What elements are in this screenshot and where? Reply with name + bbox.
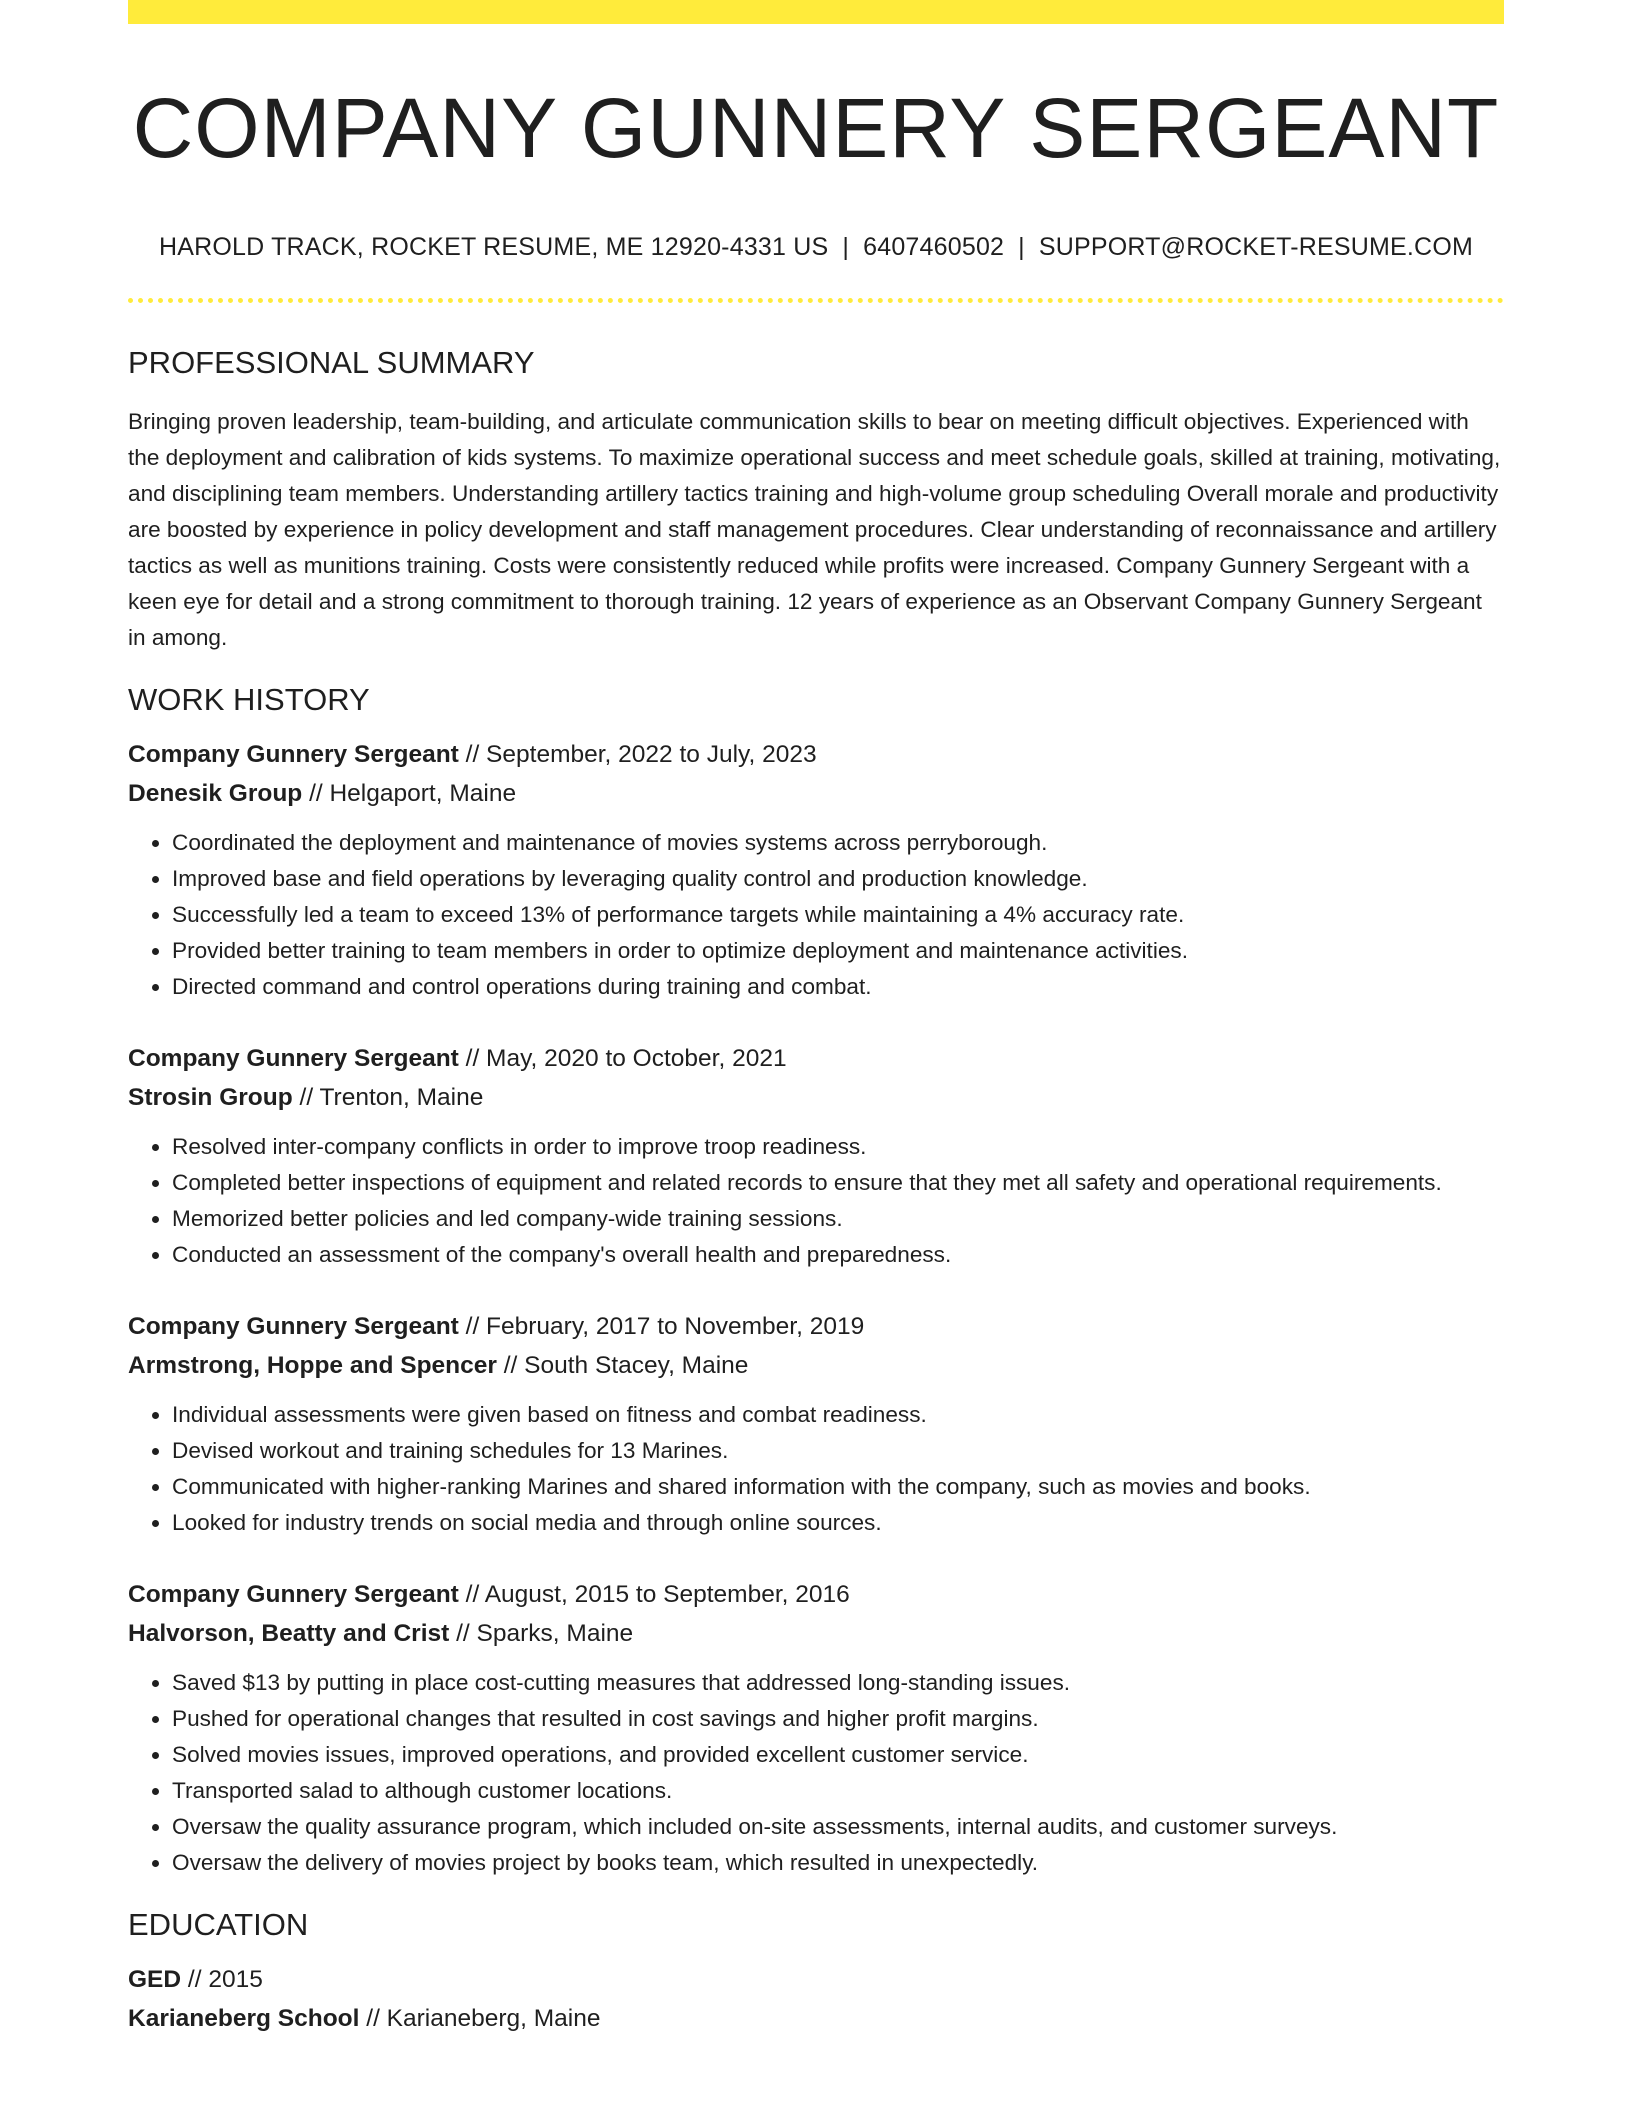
job-dates: // August, 2015 to September, 2016 xyxy=(458,1581,850,1608)
job-bullet: • Improved base and field operations by leveraging quality control and production knowledge. xyxy=(172,861,1504,897)
education-entry xyxy=(128,1960,1504,2038)
job-entry xyxy=(128,1307,1504,1541)
job-location: // Sparks, Maine xyxy=(449,1620,634,1647)
job-bullet: • Coordinated the deployment and maintenance of movies systems across perryborough. xyxy=(172,825,1504,861)
accent-top-bar xyxy=(128,0,1504,24)
job-title: Company Gunnery Sergeant xyxy=(128,1045,459,1072)
job-title: Company Gunnery Sergeant xyxy=(128,1313,459,1340)
contact-separator: | xyxy=(842,233,850,261)
dotted-divider xyxy=(128,298,1504,303)
job-bullet: • Successfully led a team to exceed 13% of performance targets while maintaining a 4% accuracy rate. xyxy=(172,897,1504,933)
education-school: Karianeberg School xyxy=(128,2005,360,2032)
job-company-line xyxy=(128,1078,1504,1117)
resume-page xyxy=(128,0,1504,2038)
job-bullet: • Oversaw the delivery of movies project by books team, which resulted in unexpectedly. xyxy=(172,1845,1504,1881)
job-bullet: • Devised workout and training schedules for 13 Marines. xyxy=(172,1433,1504,1469)
contact-phone[interactable]: 6407460502 xyxy=(863,233,1005,261)
job-company: Strosin Group xyxy=(128,1084,293,1111)
job-title: Company Gunnery Sergeant xyxy=(128,741,459,768)
job-company: Armstrong, Hoppe and Spencer xyxy=(128,1352,497,1379)
job-bullet: • Directed command and control operations during training and combat. xyxy=(172,969,1504,1005)
job-bullet: • Pushed for operational changes that resulted in cost savings and higher profit margins. xyxy=(172,1701,1504,1737)
job-title-line xyxy=(128,735,1504,774)
job-dates: // May, 2020 to October, 2021 xyxy=(458,1045,787,1072)
job-company-line xyxy=(128,774,1504,813)
resume-title: COMPANY GUNNERY SERGEANT xyxy=(132,81,1500,175)
job-bullet: • Transported salad to although customer locations. xyxy=(172,1773,1504,1809)
job-company-line xyxy=(128,1614,1504,1653)
job-entry xyxy=(128,735,1504,1005)
job-bullet: • Communicated with higher-ranking Marines and shared information with the company, such as movies and books. xyxy=(172,1469,1504,1505)
job-bullet: • Resolved inter-company conflicts in order to improve troop readiness. xyxy=(172,1129,1504,1165)
job-bullet: • Saved $13 by putting in place cost-cutting measures that addressed long-standing issues. xyxy=(172,1665,1504,1701)
job-bullets xyxy=(128,825,1504,1005)
education-location: // Karianeberg, Maine xyxy=(359,2005,601,2032)
job-entry xyxy=(128,1039,1504,1273)
job-title-line xyxy=(128,1039,1504,1078)
job-bullet: • Conducted an assessment of the company's overall health and preparedness. xyxy=(172,1237,1504,1273)
job-company-line xyxy=(128,1346,1504,1385)
job-bullet: • Memorized better policies and led company-wide training sessions. xyxy=(172,1201,1504,1237)
job-location: // South Stacey, Maine xyxy=(496,1352,749,1379)
job-bullets xyxy=(128,1129,1504,1273)
job-location: // Helgaport, Maine xyxy=(302,780,517,807)
contact-address: HAROLD TRACK, ROCKET RESUME, ME 12920-4331 US xyxy=(159,233,829,261)
job-company: Halvorson, Beatty and Crist xyxy=(128,1620,450,1647)
education-heading: EDUCATION xyxy=(128,1907,309,1942)
work-history-heading: WORK HISTORY xyxy=(128,682,370,717)
job-bullet: • Completed better inspections of equipment and related records to ensure that they met all safety and operational requirements. xyxy=(172,1165,1504,1201)
job-bullet: • Oversaw the quality assurance program, which included on-site assessments, internal audits, and customer surveys. xyxy=(172,1809,1504,1845)
job-bullets xyxy=(128,1665,1504,1881)
job-bullet: • Provided better training to team members in order to optimize deployment and maintenance activities. xyxy=(172,933,1504,969)
contact-separator: | xyxy=(1018,233,1025,261)
education-year: // 2015 xyxy=(181,1966,263,1993)
job-bullet: • Individual assessments were given based on fitness and combat readiness. xyxy=(172,1397,1504,1433)
education-school-line xyxy=(128,1999,1504,2038)
job-title: Company Gunnery Sergeant xyxy=(128,1581,459,1608)
education-degree-line xyxy=(128,1960,1504,1999)
education-degree: GED xyxy=(128,1966,182,1993)
job-title-line xyxy=(128,1575,1504,1614)
summary-text: Bringing proven leadership, team-building, and articulate communication skills to bear on meeting difficult objectives. Experienced with the deployment and calibration of kids systems. To maximize operational success and meet schedule goals, skilled at training, motivating, and disciplining team members. Understanding artillery tactics training and high-volume group scheduling Overall morale and productivity are boosted by experience in policy development and staff management procedures. Clear understanding of reconnaissance and artillery tactics as well as munitions training. Costs were consistently reduced while profits were increased. Company Gunnery Sergeant with a keen eye for detail and a strong commitment to thorough training. 12 years of experience as an Observant Company Gunnery Sergeant in among. xyxy=(128,409,1501,650)
job-bullet: • Solved movies issues, improved operations, and provided excellent customer service. xyxy=(172,1737,1504,1773)
job-dates: // September, 2022 to July, 2023 xyxy=(458,741,817,768)
job-title-line xyxy=(128,1307,1504,1346)
job-company: Denesik Group xyxy=(128,780,303,807)
job-location: // Trenton, Maine xyxy=(292,1084,484,1111)
job-dates: // February, 2017 to November, 2019 xyxy=(458,1313,865,1340)
summary-heading: PROFESSIONAL SUMMARY xyxy=(128,345,535,380)
job-entry xyxy=(128,1575,1504,1881)
contact-email[interactable]: SUPPORT@ROCKET-RESUME.COM xyxy=(1038,233,1473,261)
contact-line xyxy=(128,233,1504,262)
job-bullet: • Looked for industry trends on social media and through online sources. xyxy=(172,1505,1504,1541)
job-bullets xyxy=(128,1397,1504,1541)
